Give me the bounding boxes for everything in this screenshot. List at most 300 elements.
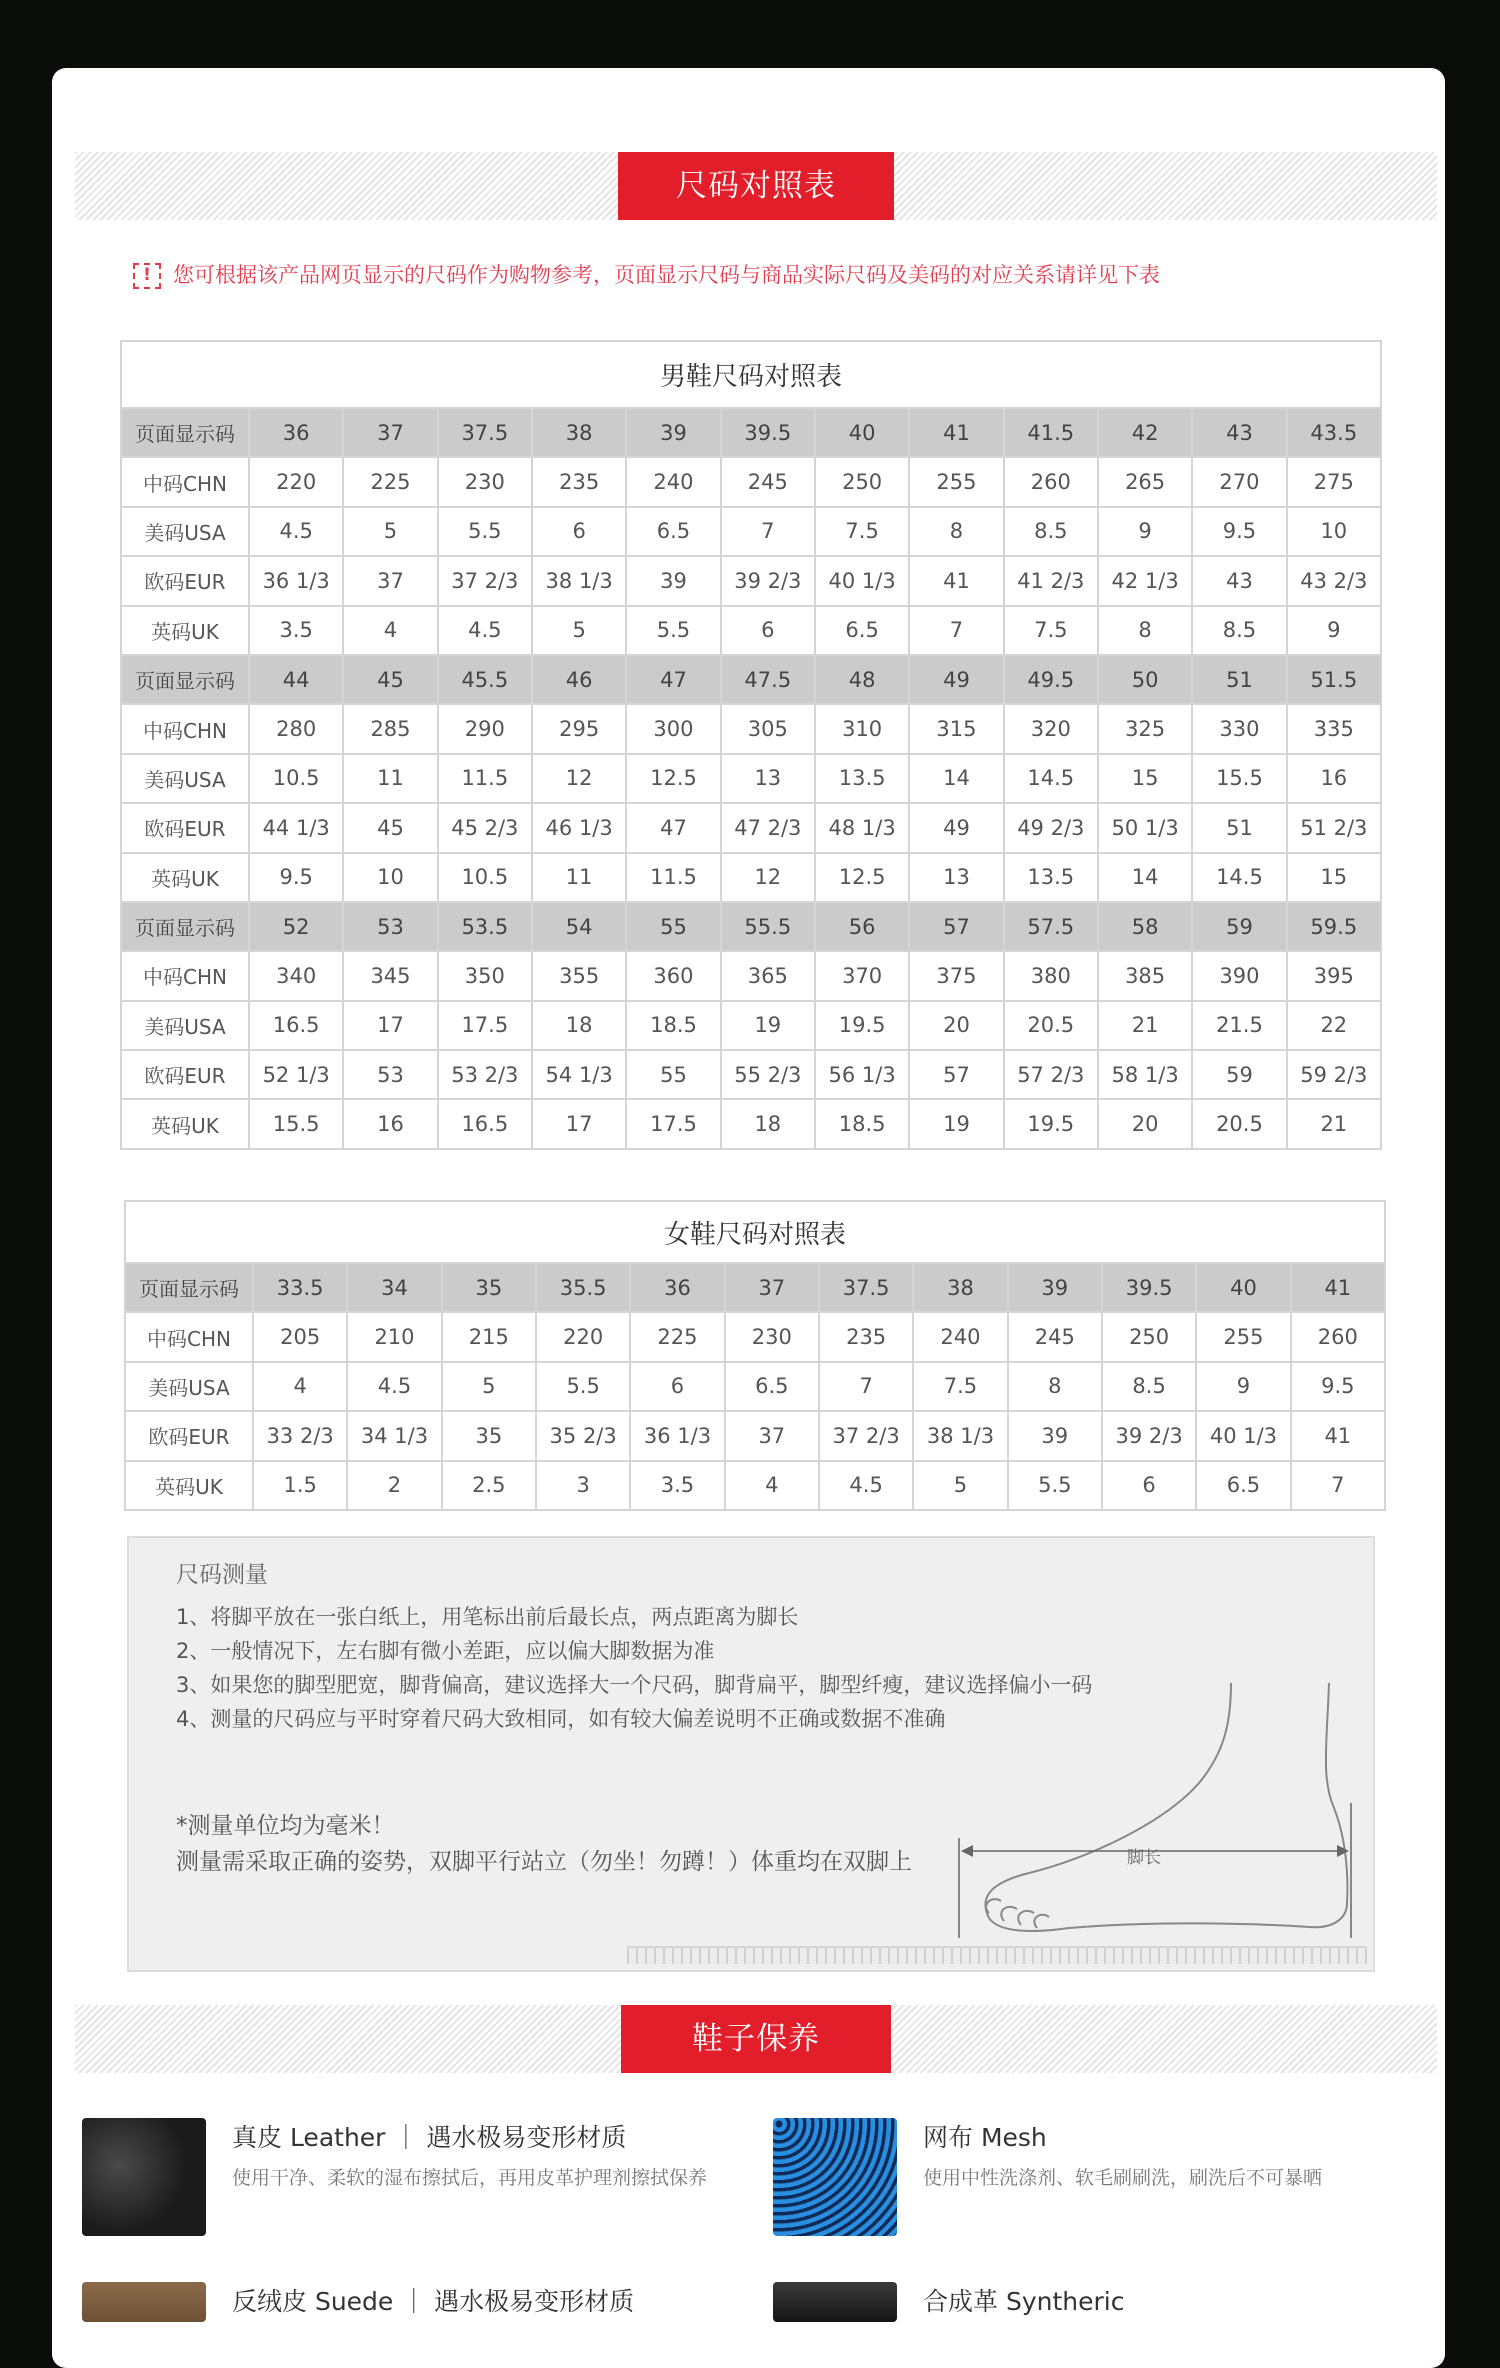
- size-cell: 265: [1098, 457, 1192, 506]
- size-cell: 290: [438, 704, 532, 753]
- size-cell: 5.5: [536, 1362, 630, 1411]
- size-cell: 36 1/3: [249, 556, 343, 605]
- size-cell: 21: [1098, 1001, 1192, 1050]
- care-item-leather: [82, 2118, 722, 2248]
- mesh-swatch: [773, 2118, 897, 2236]
- size-cell: 20.5: [1192, 1099, 1286, 1148]
- size-cell: 7: [1291, 1461, 1385, 1510]
- size-cell: 40: [1196, 1263, 1290, 1312]
- size-cell: 18.5: [626, 1001, 720, 1050]
- size-cell: 15: [1098, 754, 1192, 803]
- size-cell: 41 2/3: [1004, 556, 1098, 605]
- size-cell: 8: [1008, 1362, 1102, 1411]
- size-cell: 37.5: [438, 408, 532, 457]
- size-cell: 11.5: [438, 754, 532, 803]
- row-label: 欧码EUR: [121, 803, 249, 852]
- size-cell: 15.5: [249, 1099, 343, 1148]
- size-row: [121, 556, 1381, 605]
- size-row: [125, 1362, 1385, 1411]
- size-cell: 9.5: [1291, 1362, 1385, 1411]
- care-item-suede: [82, 2282, 722, 2322]
- size-cell: 215: [442, 1312, 536, 1361]
- care-item-title: 真皮 Leather ｜ 遇水极易变形材质: [232, 2123, 627, 2152]
- size-chart-title: 尺码对照表: [618, 152, 894, 220]
- size-cell: 43: [1192, 556, 1286, 605]
- size-cell: 51 2/3: [1287, 803, 1381, 852]
- measure-posture-note: 测量需采取正确的姿势，双脚平行站立（勿坐！勿蹲！）体重均在双脚上: [176, 1849, 912, 1875]
- size-cell: 365: [721, 951, 815, 1000]
- size-cell: 47 2/3: [721, 803, 815, 852]
- size-cell: 380: [1004, 951, 1098, 1000]
- size-cell: 35.5: [536, 1263, 630, 1312]
- row-label: 欧码EUR: [121, 556, 249, 605]
- size-cell: 46 1/3: [532, 803, 626, 852]
- care-item-title: 网布 Mesh: [923, 2123, 1047, 2152]
- size-cell: 13: [909, 853, 1003, 902]
- size-cell: 7.5: [913, 1362, 1007, 1411]
- size-cell: 250: [1102, 1312, 1196, 1361]
- size-cell: 47: [626, 655, 720, 704]
- size-cell: 47: [626, 803, 720, 852]
- row-label: 英码UK: [121, 853, 249, 902]
- size-cell: 56: [815, 902, 909, 951]
- size-cell: 245: [721, 457, 815, 506]
- size-row: [121, 704, 1381, 753]
- size-cell: 6: [532, 507, 626, 556]
- size-cell: 340: [249, 951, 343, 1000]
- size-cell: 6.5: [626, 507, 720, 556]
- size-cell: 11: [343, 754, 437, 803]
- size-row: [121, 853, 1381, 902]
- size-cell: 10.5: [438, 853, 532, 902]
- size-cell: 255: [1196, 1312, 1290, 1361]
- size-cell: 38: [913, 1263, 1007, 1312]
- size-cell: 49.5: [1004, 655, 1098, 704]
- size-cell: 9: [1196, 1362, 1290, 1411]
- size-cell: 14: [909, 754, 1003, 803]
- size-cell: 9.5: [249, 853, 343, 902]
- size-cell: 55 2/3: [721, 1050, 815, 1099]
- size-cell: 3.5: [249, 606, 343, 655]
- size-cell: 13.5: [815, 754, 909, 803]
- row-label: 英码UK: [121, 1099, 249, 1148]
- size-cell: 19: [909, 1099, 1003, 1148]
- size-cell: 36: [249, 408, 343, 457]
- measure-unit-note: *测量单位均为毫米！: [176, 1813, 395, 1839]
- row-label: 页面显示码: [121, 902, 249, 951]
- size-cell: 35 2/3: [536, 1411, 630, 1460]
- row-label: 页面显示码: [125, 1263, 253, 1312]
- size-cell: 22: [1287, 1001, 1381, 1050]
- size-cell: 205: [253, 1312, 347, 1361]
- size-cell: 235: [819, 1312, 913, 1361]
- size-cell: 41.5: [1004, 408, 1098, 457]
- size-cell: 4.5: [819, 1461, 913, 1510]
- size-cell: 5.5: [626, 606, 720, 655]
- row-label: 中码CHN: [121, 951, 249, 1000]
- size-cell: 310: [815, 704, 909, 753]
- size-cell: 50 1/3: [1098, 803, 1192, 852]
- size-cell: 37: [343, 408, 437, 457]
- size-cell: 7.5: [815, 507, 909, 556]
- size-cell: 240: [913, 1312, 1007, 1361]
- size-row: [125, 1461, 1385, 1510]
- size-cell: 8.5: [1102, 1362, 1196, 1411]
- size-row: [121, 457, 1381, 506]
- size-cell: 39.5: [1102, 1263, 1196, 1312]
- row-label: 中码CHN: [125, 1312, 253, 1361]
- size-cell: 6.5: [725, 1362, 819, 1411]
- size-cell: 210: [347, 1312, 441, 1361]
- size-cell: 9.5: [1192, 507, 1286, 556]
- size-row: [121, 754, 1381, 803]
- size-cell: 14.5: [1192, 853, 1286, 902]
- size-row: [121, 803, 1381, 852]
- size-cell: 1.5: [253, 1461, 347, 1510]
- size-cell: 40 1/3: [1196, 1411, 1290, 1460]
- size-cell: 18.5: [815, 1099, 909, 1148]
- size-notice: [133, 258, 1383, 292]
- size-cell: 15: [1287, 853, 1381, 902]
- size-cell: 12.5: [626, 754, 720, 803]
- measure-step: 2、一般情况下，左右脚有微小差距，应以偏大脚数据为准: [176, 1639, 715, 1663]
- size-cell: 20.5: [1004, 1001, 1098, 1050]
- size-cell: 57: [909, 1050, 1003, 1099]
- size-cell: 350: [438, 951, 532, 1000]
- size-cell: 52: [249, 902, 343, 951]
- size-cell: 385: [1098, 951, 1192, 1000]
- size-header-row: [121, 655, 1381, 704]
- size-cell: 330: [1192, 704, 1286, 753]
- size-cell: 58 1/3: [1098, 1050, 1192, 1099]
- size-cell: 3.5: [630, 1461, 724, 1510]
- size-cell: 37: [343, 556, 437, 605]
- size-cell: 59: [1192, 1050, 1286, 1099]
- size-cell: 42: [1098, 408, 1192, 457]
- size-cell: 37.5: [819, 1263, 913, 1312]
- measure-step: 4、测量的尺码应与平时穿着尺码大致相同，如有较大偏差说明不正确或数据不准确: [176, 1707, 946, 1731]
- size-cell: 48 1/3: [815, 803, 909, 852]
- size-cell: 40 1/3: [815, 556, 909, 605]
- size-cell: 4: [253, 1362, 347, 1411]
- size-cell: 39: [1008, 1411, 1102, 1460]
- care-item-title: 反绒皮 Suede ｜ 遇水极易变形材质: [232, 2287, 635, 2316]
- size-cell: 37 2/3: [438, 556, 532, 605]
- size-cell: 53: [343, 902, 437, 951]
- size-cell: 10: [1287, 507, 1381, 556]
- size-cell: 11.5: [626, 853, 720, 902]
- size-cell: 14: [1098, 853, 1192, 902]
- size-cell: 305: [721, 704, 815, 753]
- size-cell: 13: [721, 754, 815, 803]
- size-cell: 8: [909, 507, 1003, 556]
- size-cell: 12.5: [815, 853, 909, 902]
- size-cell: 220: [536, 1312, 630, 1361]
- size-cell: 51: [1192, 803, 1286, 852]
- size-cell: 44 1/3: [249, 803, 343, 852]
- size-cell: 39: [626, 556, 720, 605]
- size-cell: 4.5: [438, 606, 532, 655]
- size-cell: 15.5: [1192, 754, 1286, 803]
- size-cell: 39.5: [721, 408, 815, 457]
- size-cell: 55.5: [721, 902, 815, 951]
- size-cell: 33 2/3: [253, 1411, 347, 1460]
- size-cell: 38 1/3: [532, 556, 626, 605]
- suede-swatch: [82, 2282, 206, 2322]
- size-cell: 55: [626, 1050, 720, 1099]
- size-cell: 16: [343, 1099, 437, 1148]
- size-cell: 17: [343, 1001, 437, 1050]
- size-cell: 35: [442, 1411, 536, 1460]
- size-cell: 45: [343, 655, 437, 704]
- size-cell: 6.5: [1196, 1461, 1290, 1510]
- size-cell: 16: [1287, 754, 1381, 803]
- size-cell: 2.5: [442, 1461, 536, 1510]
- size-cell: 280: [249, 704, 343, 753]
- size-cell: 43: [1192, 408, 1286, 457]
- size-cell: 240: [626, 457, 720, 506]
- size-cell: 49: [909, 655, 1003, 704]
- size-cell: 39 2/3: [721, 556, 815, 605]
- size-cell: 38: [532, 408, 626, 457]
- size-cell: 43.5: [1287, 408, 1381, 457]
- row-label: 页面显示码: [121, 655, 249, 704]
- row-label: 中码CHN: [121, 704, 249, 753]
- size-cell: 57.5: [1004, 902, 1098, 951]
- size-cell: 295: [532, 704, 626, 753]
- size-header-row: [125, 1263, 1385, 1312]
- size-row: [121, 1050, 1381, 1099]
- size-cell: 18: [721, 1099, 815, 1148]
- size-cell: 49 2/3: [1004, 803, 1098, 852]
- care-item-synthetic: [773, 2282, 1413, 2322]
- women-table-title: 女鞋尺码对照表: [125, 1201, 1385, 1263]
- size-cell: 370: [815, 951, 909, 1000]
- size-cell: 270: [1192, 457, 1286, 506]
- size-cell: 36: [630, 1263, 724, 1312]
- size-cell: 21: [1287, 1099, 1381, 1148]
- size-cell: 55: [626, 902, 720, 951]
- size-cell: 53: [343, 1050, 437, 1099]
- size-row: [125, 1312, 1385, 1361]
- care-header: [75, 2005, 1437, 2073]
- size-cell: 360: [626, 951, 720, 1000]
- size-cell: 47.5: [721, 655, 815, 704]
- size-cell: 21.5: [1192, 1001, 1286, 1050]
- foot-illustration: [949, 1683, 1369, 1948]
- size-cell: 56 1/3: [815, 1050, 909, 1099]
- size-cell: 34: [347, 1263, 441, 1312]
- size-cell: 5: [442, 1362, 536, 1411]
- size-cell: 220: [249, 457, 343, 506]
- size-cell: 16.5: [438, 1099, 532, 1148]
- leather-swatch: [82, 2118, 206, 2236]
- size-cell: 59.5: [1287, 902, 1381, 951]
- size-cell: 17.5: [626, 1099, 720, 1148]
- size-cell: 53 2/3: [438, 1050, 532, 1099]
- size-cell: 9: [1098, 507, 1192, 556]
- size-cell: 19.5: [1004, 1099, 1098, 1148]
- size-cell: 41: [909, 408, 1003, 457]
- size-cell: 7: [909, 606, 1003, 655]
- size-cell: 6.5: [815, 606, 909, 655]
- measure-step: 1、将脚平放在一张白纸上，用笔标出前后最长点，两点距离为脚长: [176, 1605, 799, 1629]
- row-label: 页面显示码: [121, 408, 249, 457]
- size-header-row: [121, 408, 1381, 457]
- size-row: [125, 1411, 1385, 1460]
- care-item-mesh: [773, 2118, 1413, 2248]
- alert-icon: !: [133, 263, 161, 289]
- size-cell: 315: [909, 704, 1003, 753]
- size-cell: 7: [721, 507, 815, 556]
- size-cell: 36 1/3: [630, 1411, 724, 1460]
- size-cell: 48: [815, 655, 909, 704]
- size-cell: 16.5: [249, 1001, 343, 1050]
- size-row: [121, 1099, 1381, 1148]
- size-cell: 50: [1098, 655, 1192, 704]
- row-label: 美码USA: [121, 754, 249, 803]
- size-cell: 37: [725, 1411, 819, 1460]
- size-cell: 42 1/3: [1098, 556, 1192, 605]
- size-cell: 34 1/3: [347, 1411, 441, 1460]
- size-cell: 45 2/3: [438, 803, 532, 852]
- size-cell: 19: [721, 1001, 815, 1050]
- size-cell: 52 1/3: [249, 1050, 343, 1099]
- notice-text: 您可根据该产品网页显示的尺码作为购物参考，页面显示尺码与商品实际尺码及美码的对应关系请详见下表: [173, 263, 1160, 287]
- size-cell: 230: [438, 457, 532, 506]
- size-cell: 255: [909, 457, 1003, 506]
- size-cell: 250: [815, 457, 909, 506]
- size-cell: 10.5: [249, 754, 343, 803]
- size-cell: 44: [249, 655, 343, 704]
- size-cell: 4.5: [347, 1362, 441, 1411]
- care-item-desc: 使用干净、柔软的湿布擦拭后，再用皮革护理剂擦拭保养: [232, 2167, 708, 2189]
- size-cell: 59 2/3: [1287, 1050, 1381, 1099]
- size-cell: 390: [1192, 951, 1286, 1000]
- size-cell: 54: [532, 902, 626, 951]
- size-cell: 33.5: [253, 1263, 347, 1312]
- size-cell: 35: [442, 1263, 536, 1312]
- measure-note: [176, 1808, 986, 1880]
- size-cell: 4.5: [249, 507, 343, 556]
- size-cell: 49: [909, 803, 1003, 852]
- size-cell: 6: [630, 1362, 724, 1411]
- size-cell: 7: [819, 1362, 913, 1411]
- size-cell: 325: [1098, 704, 1192, 753]
- size-cell: 6: [1102, 1461, 1196, 1510]
- size-cell: 8.5: [1192, 606, 1286, 655]
- size-cell: 41: [909, 556, 1003, 605]
- size-cell: 46: [532, 655, 626, 704]
- size-cell: 51.5: [1287, 655, 1381, 704]
- men-size-table: [120, 340, 1382, 1150]
- size-cell: 4: [343, 606, 437, 655]
- size-cell: 260: [1291, 1312, 1385, 1361]
- size-cell: 41: [1291, 1263, 1385, 1312]
- size-cell: 335: [1287, 704, 1381, 753]
- synthetic-swatch: [773, 2282, 897, 2322]
- size-cell: 14.5: [1004, 754, 1098, 803]
- size-cell: 5.5: [438, 507, 532, 556]
- care-item-title: 合成革 Syntheric: [923, 2287, 1125, 2316]
- size-cell: 5: [532, 606, 626, 655]
- size-cell: 19.5: [815, 1001, 909, 1050]
- size-cell: 39: [1008, 1263, 1102, 1312]
- size-cell: 5: [343, 507, 437, 556]
- size-cell: 345: [343, 951, 437, 1000]
- measure-panel: [127, 1536, 1375, 1972]
- row-label: 中码CHN: [121, 457, 249, 506]
- size-cell: 17: [532, 1099, 626, 1148]
- size-cell: 45.5: [438, 655, 532, 704]
- size-cell: 20: [1098, 1099, 1192, 1148]
- size-cell: 320: [1004, 704, 1098, 753]
- measure-title: 尺码测量: [176, 1562, 268, 1588]
- size-cell: 43 2/3: [1287, 556, 1381, 605]
- size-cell: 8: [1098, 606, 1192, 655]
- size-cell: 5.5: [1008, 1461, 1102, 1510]
- size-row: [121, 951, 1381, 1000]
- size-cell: 230: [725, 1312, 819, 1361]
- size-cell: 7.5: [1004, 606, 1098, 655]
- row-label: 欧码EUR: [125, 1411, 253, 1460]
- size-cell: 58: [1098, 902, 1192, 951]
- care-title: 鞋子保养: [621, 2005, 891, 2073]
- size-cell: 5: [913, 1461, 1007, 1510]
- size-cell: 11: [532, 853, 626, 902]
- size-cell: 12: [721, 853, 815, 902]
- size-cell: 3: [536, 1461, 630, 1510]
- size-cell: 4: [725, 1461, 819, 1510]
- row-label: 欧码EUR: [121, 1050, 249, 1099]
- size-cell: 245: [1008, 1312, 1102, 1361]
- size-cell: 375: [909, 951, 1003, 1000]
- size-cell: 45: [343, 803, 437, 852]
- size-cell: 17.5: [438, 1001, 532, 1050]
- size-cell: 300: [626, 704, 720, 753]
- size-chart-header: [75, 152, 1437, 220]
- row-label: 美码USA: [125, 1362, 253, 1411]
- care-item-desc: 使用中性洗涤剂、软毛刷刷洗，刷洗后不可暴晒: [923, 2167, 1323, 2189]
- size-cell: 12: [532, 754, 626, 803]
- size-cell: 13.5: [1004, 853, 1098, 902]
- size-cell: 355: [532, 951, 626, 1000]
- size-cell: 10: [343, 853, 437, 902]
- size-cell: 18: [532, 1001, 626, 1050]
- row-label: 美码USA: [121, 1001, 249, 1050]
- size-cell: 225: [630, 1312, 724, 1361]
- size-cell: 51: [1192, 655, 1286, 704]
- size-cell: 38 1/3: [913, 1411, 1007, 1460]
- size-cell: 57: [909, 902, 1003, 951]
- size-header-row: [121, 902, 1381, 951]
- size-cell: 235: [532, 457, 626, 506]
- size-cell: 40: [815, 408, 909, 457]
- size-cell: 37 2/3: [819, 1411, 913, 1460]
- size-cell: 275: [1287, 457, 1381, 506]
- size-cell: 41: [1291, 1411, 1385, 1460]
- size-cell: 54 1/3: [532, 1050, 626, 1099]
- size-row: [121, 606, 1381, 655]
- size-cell: 225: [343, 457, 437, 506]
- size-cell: 285: [343, 704, 437, 753]
- size-cell: 8.5: [1004, 507, 1098, 556]
- size-cell: 20: [909, 1001, 1003, 1050]
- row-label: 美码USA: [121, 507, 249, 556]
- women-size-table: [124, 1200, 1386, 1511]
- size-cell: 39: [626, 408, 720, 457]
- size-cell: 53.5: [438, 902, 532, 951]
